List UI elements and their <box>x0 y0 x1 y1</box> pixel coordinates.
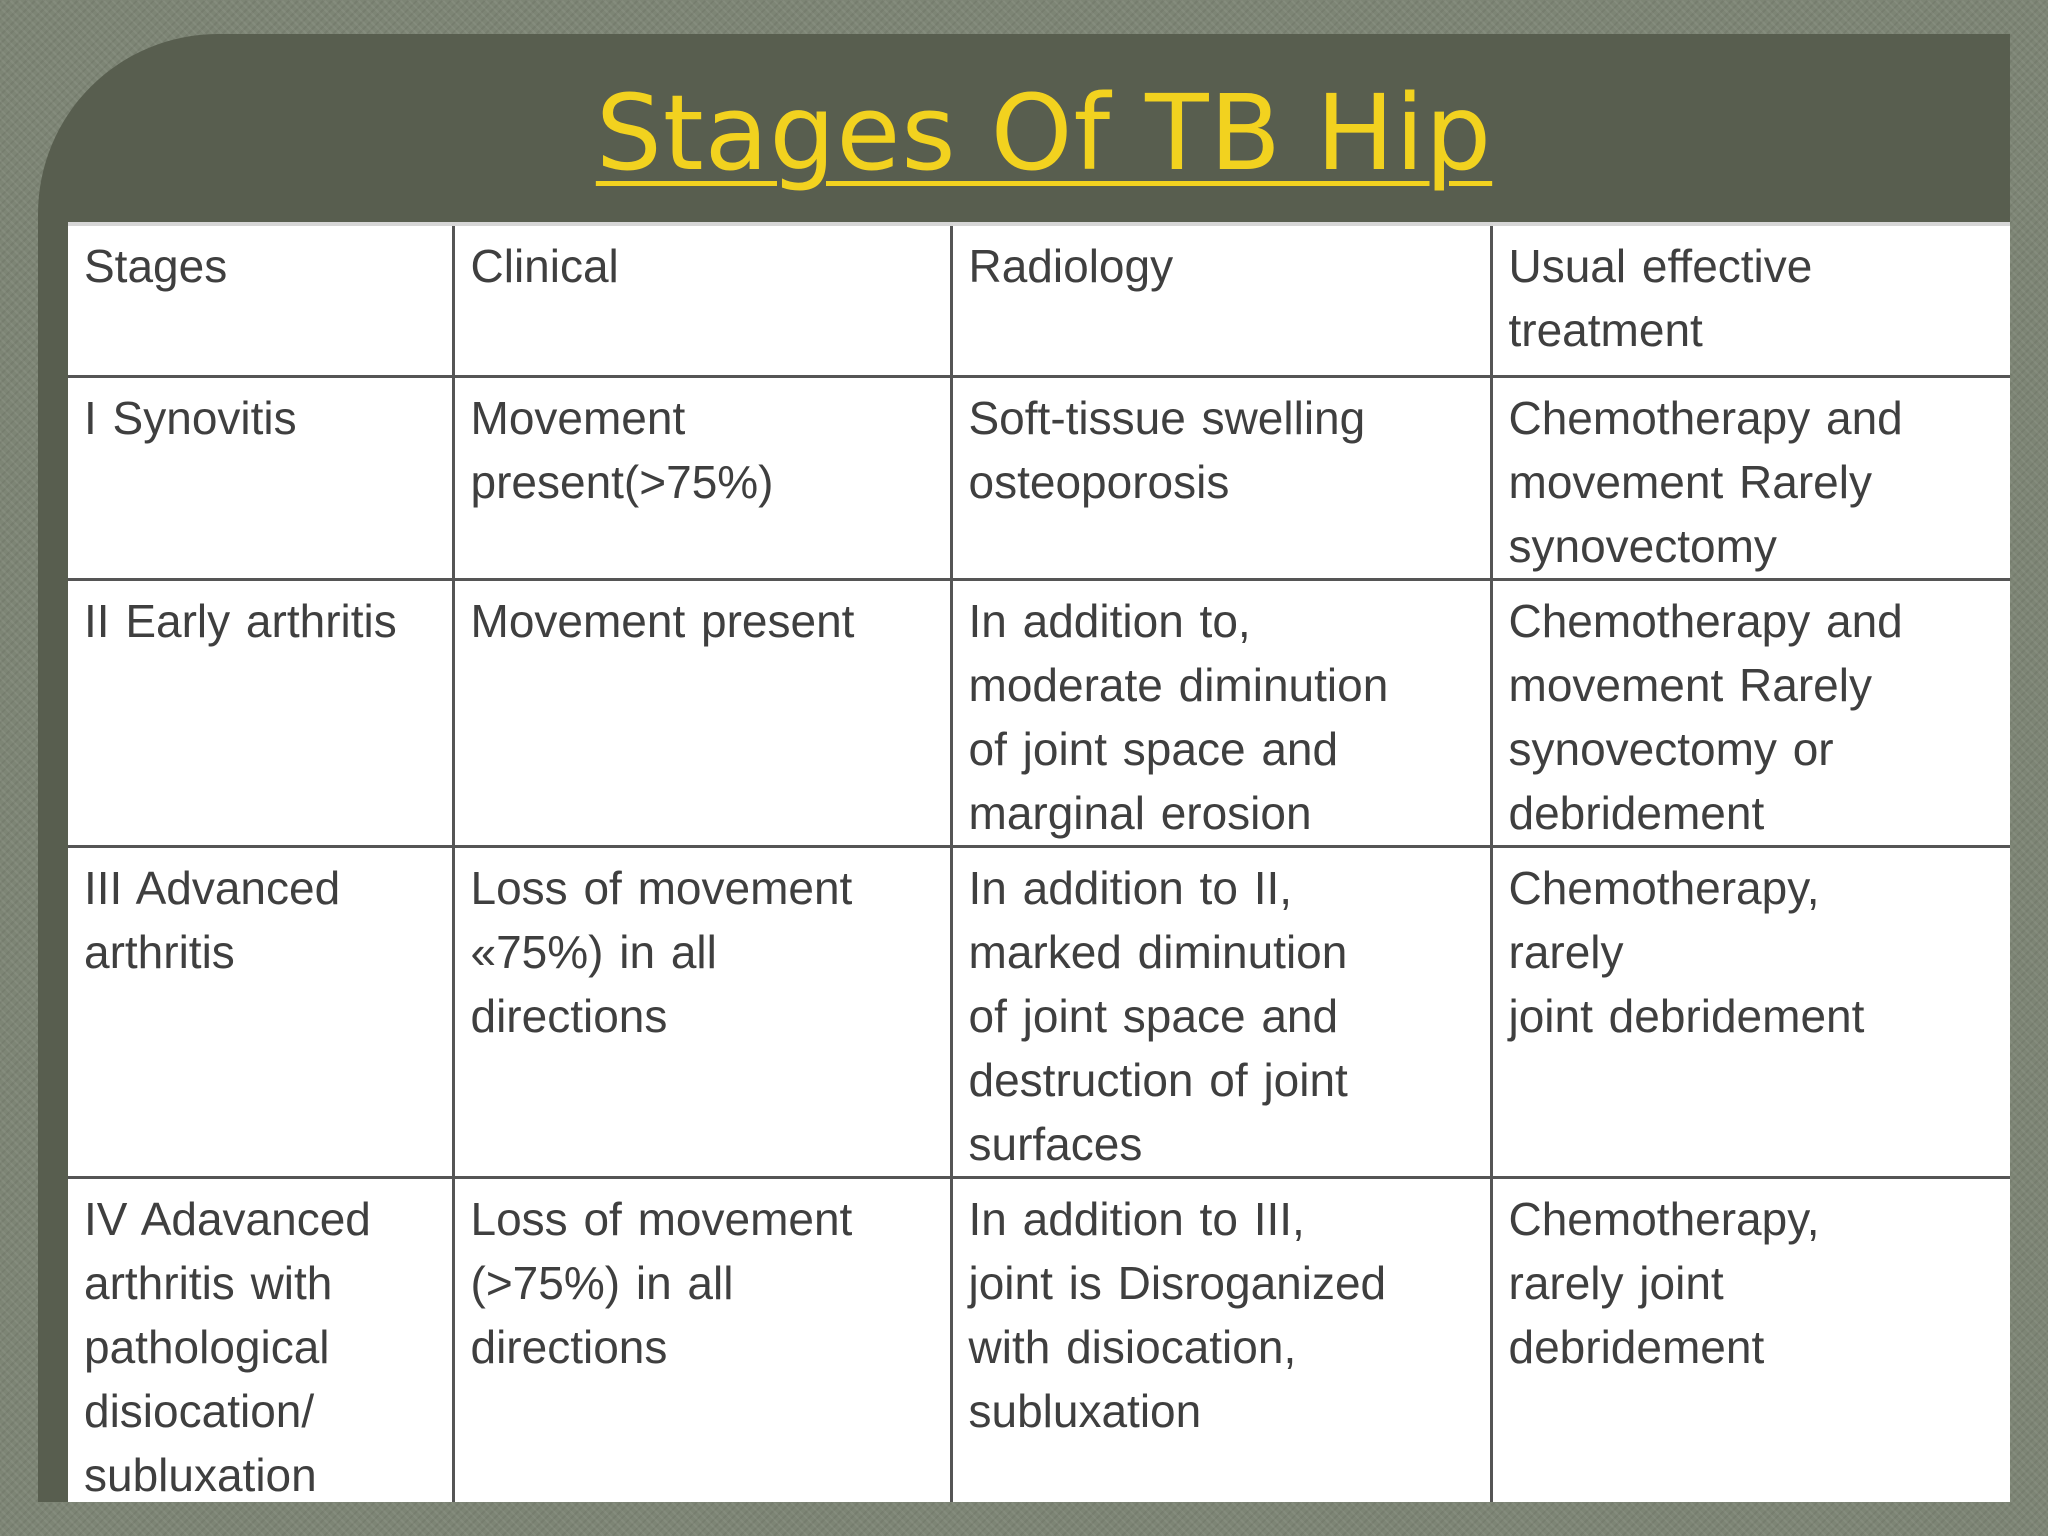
cell-radiology <box>951 579 1491 846</box>
cell-clinical-text: Loss of movement «75%) in all directions <box>470 861 853 1042</box>
table-row <box>68 1177 2010 1502</box>
table-row <box>68 376 2010 579</box>
cell-radiology <box>951 1177 1491 1502</box>
cell-clinical <box>453 846 951 1177</box>
slide-title <box>38 72 2010 194</box>
header-stages-label: Stages <box>84 240 228 292</box>
cell-stage <box>68 846 453 1177</box>
cell-treatment-text: Chemotherapy and movement Rarely synovectomy <box>1508 391 1903 572</box>
cell-radiology-text: In addition to III, joint is Disroganized with disiocation, subluxation <box>968 1192 1387 1437</box>
header-treatment <box>1491 226 2010 376</box>
header-stages <box>68 226 453 376</box>
table-header-row <box>68 226 2010 376</box>
stages-table-container <box>68 222 2010 1502</box>
cell-radiology <box>951 376 1491 579</box>
cell-radiology-text: Soft-tissue swelling osteoporosis <box>968 391 1366 508</box>
cell-clinical-text: Movement present(>75%) <box>470 391 774 508</box>
cell-clinical <box>453 579 951 846</box>
header-radiology-label: Radiology <box>968 240 1174 292</box>
stages-table <box>68 226 2010 1502</box>
cell-treatment <box>1491 846 2010 1177</box>
table-row <box>68 846 2010 1177</box>
cell-clinical <box>453 376 951 579</box>
cell-stage-text: IV Adavanced arthritis with pathological disiocation/ subluxation <box>84 1192 371 1501</box>
header-treatment-label: Usual effective treatment <box>1508 240 1813 356</box>
cell-treatment-text: Chemotherapy, rarely joint debridement <box>1508 861 1865 1042</box>
cell-treatment-text: Chemotherapy and movement Rarely synovectomy or debridement <box>1508 594 1903 839</box>
cell-stage-text: I Synovitis <box>84 391 297 444</box>
cell-stage <box>68 1177 453 1502</box>
cell-stage <box>68 579 453 846</box>
cell-treatment <box>1491 376 2010 579</box>
table-row <box>68 579 2010 846</box>
cell-clinical <box>453 1177 951 1502</box>
header-clinical-label: Clinical <box>470 240 619 292</box>
cell-clinical-text: Loss of movement (>75%) in all directions <box>470 1192 853 1373</box>
cell-treatment <box>1491 579 2010 846</box>
slide <box>38 34 2010 1502</box>
cell-stage <box>68 376 453 579</box>
header-radiology <box>951 226 1491 376</box>
cell-clinical-text: Movement present <box>470 594 855 647</box>
slide-title-text: Stages Of TB Hip <box>595 72 1493 194</box>
header-clinical <box>453 226 951 376</box>
cell-radiology-text: In addition to II, marked diminution of joint space and destruction of joint surfaces <box>968 861 1348 1170</box>
cell-radiology-text: In addition to, moderate diminution of joint space and marginal erosion <box>968 594 1389 839</box>
cell-treatment <box>1491 1177 2010 1502</box>
cell-treatment-text: Chemotherapy, rarely joint debridement <box>1508 1192 1820 1373</box>
cell-radiology <box>951 846 1491 1177</box>
cell-stage-text: II Early arthritis <box>84 594 397 647</box>
cell-stage-text: III Advanced arthritis <box>84 861 341 978</box>
